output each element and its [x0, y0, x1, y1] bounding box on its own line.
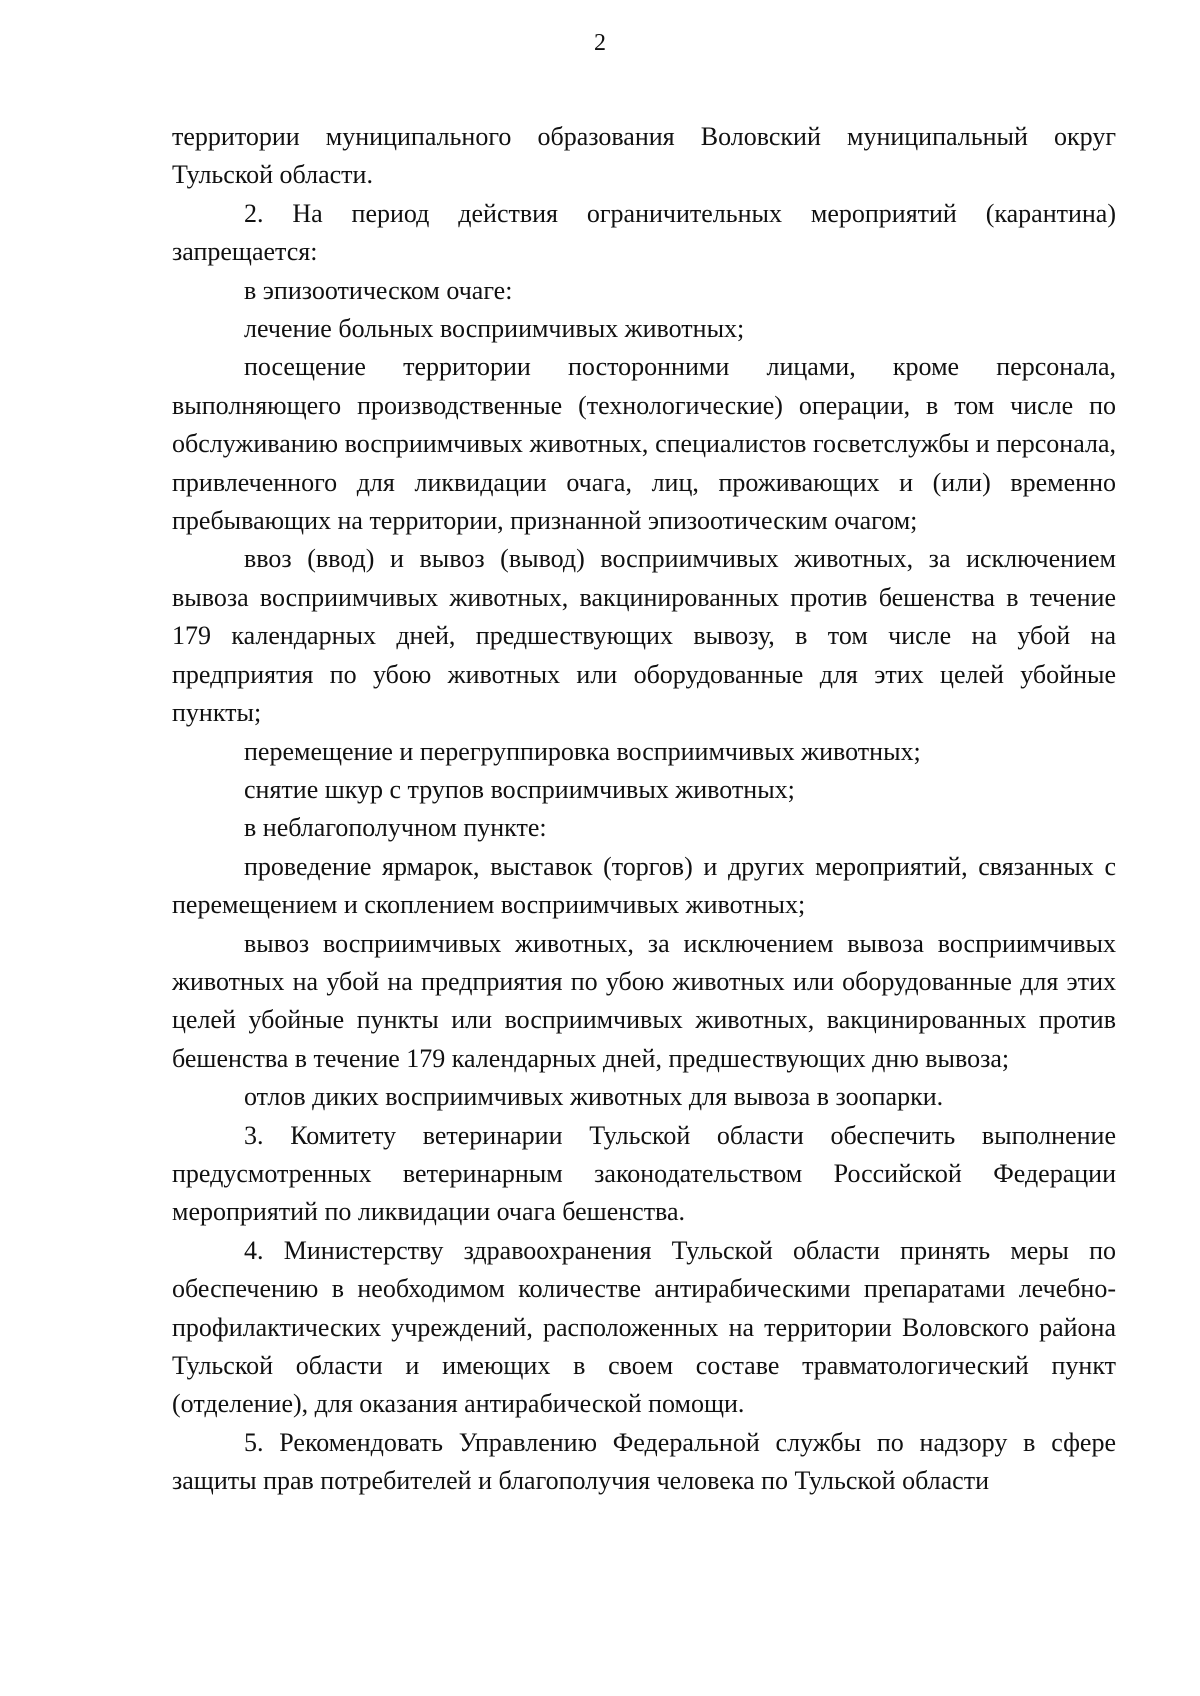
- paragraph-skinning-ban: снятие шкур с трупов восприимчивых животных;: [244, 774, 795, 804]
- document-body: [172, 118, 1116, 1501]
- paragraph-import-export-ban: ввоз (ввод) и вывоз (вывод) восприимчивых животных, за исключением вывоза восприимчивых животных, вакцинированных против бешенства в течение 179 календарных дней, предшествующих вывозу, в том числе на убой на предприятия по убою животных или оборудованные для этих целей убойные пункты;: [172, 544, 1116, 728]
- paragraph-item-2: 2. На период действия ограничительных мероприятий (карантина) запрещается:: [172, 198, 1116, 267]
- paragraph-item-3: 3. Комитету ветеринарии Тульской области обеспечить выполнение предусмотренных ветеринарным законодательством Российской Федерации мероприятий по ликвидации очага бешенства.: [172, 1120, 1116, 1227]
- paragraph-capture-ban: отлов диких восприимчивых животных для вывоза в зоопарки.: [244, 1082, 944, 1112]
- paragraph-continuation: территории муниципального образования Воловский муниципальный округ Тульской области.: [172, 122, 1116, 190]
- paragraph-item-4: 4. Министерству здравоохранения Тульской области принять меры по обеспечению в необходимом количестве антирабическими препаратами лечебно-профилактических учреждений, расположенных на территории Воловского района Тульской области и имеющих в своем составе травматологический пункт (отделение), для оказания антирабической помощи.: [172, 1235, 1116, 1419]
- paragraph-affected-point-heading: в неблагополучном пункте:: [244, 813, 547, 843]
- paragraph-visit-ban: посещение территории посторонними лицами, кроме персонала, выполняющего производственные (технологические) операции, в том числе по обслуживанию восприимчивых животных, специалистов госветслужбы и персонала, привлеченного для ликвидации очага, лиц, проживающих и (или) временно пребывающих на территории, признанной эпизоотическим очагом;: [172, 352, 1116, 536]
- paragraph-export-ban: вывоз восприимчивых животных, за исключением вывоза восприимчивых животных на убой на предприятия по убою животных или оборудованные для этих целей убойные пункты или восприимчивых животных, вакцинированных против бешенства в течение 179 календарных дней, предшествующих дню вывоза;: [172, 928, 1116, 1073]
- paragraph-fairs-ban: проведение ярмарок, выставок (торгов) и других мероприятий, связанных с перемещением и скоплением восприимчивых животных;: [172, 851, 1116, 920]
- page-number: 2: [594, 30, 606, 56]
- paragraph-item-5: 5. Рекомендовать Управлению Федеральной службы по надзору в сфере защиты прав потребителей и благополучия человека по Тульской области: [172, 1427, 1116, 1496]
- paragraph-episootic-focus-heading: в эпизоотическом очаге:: [244, 275, 513, 305]
- paragraph-movement-ban: перемещение и перегруппировка восприимчивых животных;: [244, 736, 921, 766]
- paragraph-treatment-ban: лечение больных восприимчивых животных;: [244, 314, 745, 344]
